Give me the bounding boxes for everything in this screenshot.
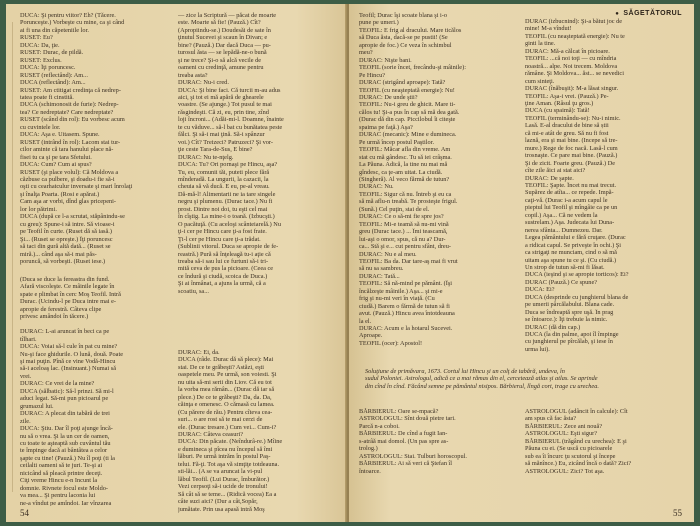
text-line: DUCA (schimonosit de furie): Nedrep-	[20, 101, 119, 109]
text-line: apropie de ferestră. Câteva clipe	[20, 305, 102, 313]
text-line: ceilalti oameni să te juri. Te-şi ai	[20, 462, 103, 470]
text-line: TEOFIL (cu neaşteptată energie): Nu te	[525, 32, 625, 40]
running-header: ● SĂGETĂTORUL	[615, 10, 682, 17]
text-line: ai fi una din căpeteniile lor.	[20, 26, 89, 34]
text-line: mure.) Rege de foc nacă. Lasă-l cum	[525, 144, 618, 152]
text-line: rămâne. Şi Moldova... ăst... se nevedici	[525, 70, 624, 78]
text-line: Dă-mă-l! Alimentarii ne ia tare singele	[178, 190, 276, 198]
text-line: ciudă.) Barem o fărmă de tutun să fi	[359, 302, 450, 310]
text-line: laznă, era şi mai bine. (Incepe să tre-	[525, 137, 618, 145]
text-line: cu junghierul pe pîrcălab, şi iese în	[525, 338, 613, 346]
text-line: voi.) Cît? Treizeci? Patruzeci? Şi vor-	[178, 138, 274, 146]
text-line: RUSET (intrând în rol): Lacom stai tur-	[20, 138, 121, 146]
text-line: ele. (Durac tresare.) Cum vei... Cum-i?	[178, 423, 277, 431]
text-line: vrei.	[20, 372, 32, 380]
text-line: Pe urmă încep postul Paştilor.	[359, 138, 435, 146]
text-line: TEOFIL (ocer): Apostol!	[359, 339, 423, 347]
text-line: RUSET (scând din rol): Eu vorbesc acum	[20, 116, 125, 124]
text-line: la el.	[359, 317, 372, 325]
text-line: DURAC: Ei, da.	[178, 349, 220, 356]
text-line: sustrelam.) Aşa. Judecata lui Duna-	[525, 219, 615, 227]
text-line: voastre. (Se ajunge.) Tot pusul te mai	[178, 101, 272, 109]
text-line: spate e plimbat în cerc Moş Teofil. Intră	[20, 290, 121, 298]
text-line: pieptul lui Teofil şi mîngâie ca pe un	[525, 204, 618, 212]
text-line: aduci legat. Să-mi pun picioarul pe	[20, 395, 109, 403]
left-page	[6, 4, 347, 522]
text-line: cîte zile ăici ai stat aici?	[525, 167, 586, 175]
text-line: DUCA: Ştiu. Dar îl poţi ajunge încă-	[20, 425, 113, 433]
text-line: domnie. Rivnete focul este Moldo-	[20, 484, 108, 492]
text-line: prost. Dintre noi doi, tu eşti cel mai	[178, 205, 268, 213]
text-line: DURAC: A plecat din tabără de trei	[20, 410, 110, 418]
text-line: (Singheră). Al veco fărmă de tutun?	[359, 175, 450, 183]
text-line: să-i aceloaş lac. (Insinuant.) Numai să	[20, 365, 116, 373]
text-line: (Sublinii vitorul. Duca se apropie de fe-	[178, 243, 279, 251]
text-line: — zice la Scriptură — păcat de moarte	[178, 12, 277, 19]
text-line: se întoarce.): Îţi trebuie la nimic.	[525, 316, 608, 324]
text-line: Porunceşte.) Vorbeşte cu mine, ca şi când	[20, 19, 125, 27]
text-line: Lasă. E-al dracului de bine să știi	[525, 122, 609, 130]
text-line: uitam aşa spune tu ce şi. (Cu ciudă.)	[525, 256, 617, 264]
text-line: pe Teofil în curte. (Ruset dă să iasă.)	[20, 228, 112, 236]
text-line: şi înalţa Poarta. (Rosi e apărat.)	[20, 190, 100, 198]
text-line: Duca se îndreaptă spre uşă. În prag	[525, 308, 614, 316]
text-line: ASTROLOGUL (adâncit în calcule): Cît	[525, 408, 628, 415]
text-line: spaima pe faţă.) Aşa?	[359, 123, 413, 131]
text-line: lăburi. Pe urmă intrăm în postul Paş-	[178, 453, 271, 461]
text-line: (Duca se duce la fereastra din fund.	[20, 276, 110, 283]
text-line: căinţa e omenesc. O cămasă cu lamea.	[178, 401, 275, 409]
text-line: Tu, eu, comunii tăi, puteti plece fără	[178, 168, 270, 176]
text-line: DUCA: Îţi poruncesc.	[20, 64, 76, 72]
text-line: ASTROLOGUL: Stai. Tulburi horoscopul.	[359, 452, 467, 460]
text-line: să taci din gură altă dată... (Ruset se	[20, 243, 111, 251]
text-line: BĂRBIERUL: Zece ani nouă?	[525, 422, 603, 430]
text-line: TEOFIL: ...că noi toţi — cu mîndria	[525, 55, 617, 63]
stage-directions	[365, 368, 683, 394]
text-line: ASTROLOGUL: Sînt două pietre tari.	[359, 415, 456, 423]
text-line: Cam aşa ar vorbi, dînd glas pricepeni-	[20, 198, 116, 206]
text-line: urma lui).	[525, 345, 550, 353]
text-line: TEOFIL: Nu-i greu de ghicit. Mare ti-	[359, 101, 456, 109]
text-line: (Durac dă din cap. Piccilobul îi citeşte	[359, 116, 456, 124]
text-line: Şi... (Ruset se opreşte.) Îţi poruncesc	[20, 235, 113, 243]
text-line: nu uita să-mi serii din Liov. Că eu tot	[178, 378, 272, 386]
text-line: lăbul Teofil. (Lui Durac, îmburător.)	[178, 475, 270, 483]
text-line: ca strigaţi ne munciam, cind o să mă	[525, 249, 617, 257]
text-line: DURAC (înăbuşit): M-a lăsat singur.	[525, 85, 619, 93]
text-line: a ridicat capul. Se priveşte în ochi.) Şi	[525, 241, 621, 249]
text-line: BĂRBIERUL: De cînd a fugit Ian-	[359, 430, 448, 438]
text-line: DUCA: Ei?	[525, 286, 555, 294]
text-line: ţie ceste Tara-de-Sus, E bine?	[178, 146, 253, 154]
text-line: TEOFIL (sorie încet, frecându-şi mâinile):	[359, 64, 466, 72]
text-line: sub ea îi încurc ţu scutorul şi începe	[525, 452, 616, 460]
text-line: DURAC: Acum e la hotarul Sucevei.	[359, 325, 453, 333]
text-line: am spus că fac ăsta?	[525, 415, 577, 423]
text-line: TEOFIL (cu neaşteptată energie): Nu!	[359, 86, 455, 94]
text-line: să mănînce.) Eu, zicând încă o dată? Zici?	[525, 460, 632, 468]
text-line: Nu-şi face ghidurile. O lună, două. Poate	[20, 350, 123, 358]
text-line: DURAC: De şapte.	[525, 174, 574, 182]
text-line: gîndesc, ca ţe-am uitat. La ciudă.	[359, 168, 443, 176]
text-line: încălzeşte mâinile.) Aşa... şi mi-e	[359, 287, 443, 295]
text-line: sti-lăi... (A se va aruncat la vi-pul	[178, 468, 263, 476]
text-line: pune pe umeri.)	[359, 19, 399, 27]
text-line: cum sinteţi.	[525, 77, 555, 85]
text-line: oşti cu cearhatculur inversate şi mari înrolaţi	[20, 183, 133, 191]
text-line: DUCA (râde. Durac dă să plece): Mai	[178, 356, 274, 364]
text-line: DUCA (desprinde cu junghierul blana de	[525, 293, 629, 301]
left-column-1	[20, 12, 170, 274]
text-line: negru şi plumenu. (Durac tace.) Nu fi	[178, 198, 273, 206]
text-line: ASTROLOGUL: Eşti sigur?	[525, 430, 598, 438]
text-line: DUCA: Da, ţie.	[20, 41, 60, 49]
text-line: Şi de zicit. Foarte greu. (Pauză.) De	[525, 159, 616, 167]
text-line: DURAC: Tată...	[359, 272, 400, 280]
text-line: Pe Hincu?	[359, 71, 386, 79]
text-line: Ţi-l cer pe Hincu care ţi-a trădat.	[178, 235, 261, 243]
text-line: şi ne trece? Şi-o să alcă vecile de	[178, 56, 262, 64]
text-line: mînderadă. La ungurii, la cazacii, la	[178, 175, 269, 183]
text-line: (Apropiindu-se.) Doudesăi de sate în	[178, 26, 271, 34]
text-line: meu?	[359, 49, 373, 57]
book-spread	[6, 4, 694, 522]
text-line: DUCA: Voiai să-l cule în pat cu mine?	[20, 343, 118, 351]
text-line: DUCA (reflectând): Am...	[20, 79, 86, 87]
left-column-2	[178, 12, 342, 297]
text-line: lui-aşi o omor, spus, că nu a? Dur-	[359, 235, 446, 243]
text-line: ca... Stă şi e... cut pentru sfânt, dreu-	[359, 243, 451, 251]
text-line: TEOFIL: Să nă-mind pe pământ. (Îşi	[359, 280, 453, 288]
dialogue-column-1	[359, 408, 519, 508]
page-number-right: 55	[673, 508, 682, 518]
text-line: RUSET: Am ctitigat credinţa că nedrep-	[20, 86, 121, 94]
text-line: treaba asta?	[178, 71, 208, 79]
text-line: TEOFIL: Aşa-i vrei. (Pauză.) Pe-	[525, 92, 609, 100]
text-line: DUCA (cu spaimă): Tată!	[525, 107, 590, 115]
text-line: călos tu! Şi-a pus în cap să mă dea gată.	[359, 108, 460, 116]
left-column-2-continued	[178, 349, 342, 514]
text-line: BĂRBIERUL: Oare se-mpacă?	[359, 408, 439, 415]
text-line: cilor aminte că tara hanului place nă-	[20, 146, 114, 154]
text-line: cheuia să vă ducă. E eu, pe-al vreau.	[178, 183, 270, 191]
text-line: avut. (Pauză.) Hincu avea întotdeauna	[359, 310, 455, 318]
text-line: DURAC: Ce vrei de la mine?	[20, 380, 95, 388]
text-line: aici, şi tot ei mă apără de ghearele	[178, 93, 264, 101]
text-line: nu să o vrea. Şi la un cer de oamen,	[20, 432, 110, 440]
text-line: La Păuna. Adică, la tine nu mai mă	[359, 161, 448, 169]
text-line: DUCA: Aşa e. Uitasem. Spune.	[20, 131, 100, 139]
text-line: Un strop de tutun să-mi fi lăsat.	[525, 263, 605, 271]
text-line: loji încroni... (Adăi-mi-l. Doamne, înainte	[178, 116, 284, 124]
text-line: nicicând să pleacă printre deceţi.	[20, 469, 103, 477]
right-column-1	[359, 12, 523, 352]
text-line: Să cât să se teme... (Ridică vocea) Ea a	[178, 490, 277, 498]
text-line: TEOFIL: Ba da. Dar tare-aş mai fi vrut	[359, 257, 458, 265]
dialogue-column-2	[525, 408, 685, 508]
page-number-left: 54	[20, 508, 29, 518]
text-line: RUSET: Eu?	[20, 34, 53, 42]
text-line: RUSET: Exclus.	[20, 56, 62, 64]
text-line: stat cu mă gândesc. Tu să iei crâşma.	[359, 153, 452, 161]
text-line: DURAC: Nu-i cred.	[178, 79, 229, 87]
text-line: copil.) Aşa... Că ne vedem la	[525, 211, 598, 219]
text-line: tîlhari.	[20, 335, 37, 343]
text-line: ginti la tine.	[525, 40, 556, 48]
text-line: întoarce.	[359, 467, 381, 475]
text-line: oaspetele meu. Pe urmă, son voiesti. Şi	[178, 371, 277, 379]
text-line: fălci. Şi să-i mai ţină. Să-i spânzur	[178, 131, 265, 139]
text-line: jumătate. Prin usa apasă intră Moş	[178, 505, 265, 513]
text-line: Durac. (Ucindu-l pe Duca intre mai e-	[20, 298, 116, 306]
text-line: să nu sa sambreu.	[359, 265, 404, 273]
text-line: cu toate te aşteaptă sub cuvântul tău	[20, 439, 111, 447]
text-line: Supărez de atîta... ce repede. Impă-	[525, 189, 614, 197]
text-line: va mea... Şi pentru laconia lui	[20, 492, 96, 500]
text-line: este. Moarte să fie! (Pauză.) Cît?	[178, 19, 261, 27]
text-line: Afară viscoleşte. Ce mâinile legate în	[20, 283, 115, 291]
text-line: TEOFIL: Şapte. Încet nu mai trecut.	[525, 181, 617, 189]
text-line: trolog.)	[359, 445, 378, 453]
text-line: poruncă, să vorbeşti. (Ruset iese.)	[20, 257, 106, 265]
text-line: DURAC (Pauză.) Ce spune?	[525, 278, 598, 286]
text-line: Şi ai înmânat, a ajuns la urmă, că a	[178, 280, 266, 288]
text-line: ţine Aman. (Râsul ţu gros.)	[525, 99, 594, 107]
text-line: DUCA: Tu? Ori pornaşi pe Hincu, aşa?	[178, 161, 278, 169]
text-line: caţi-vă. (Durac i-a acum capul le	[525, 196, 608, 204]
text-line: DUCA: Şi bine faci. Că turcii m-au adus	[178, 86, 281, 94]
text-line: TEOFIL: Sigur că nu. Întreb şi eu ca	[359, 190, 452, 198]
text-line: O pacătuţă. (Cu aceloşi scânteiarelă.) Nu	[178, 220, 281, 228]
text-line: cu greu): Spune-i să intre. Să vioase-i	[20, 220, 115, 228]
text-line: tea? Ce nedreptate? Care nedreptate?	[20, 108, 114, 116]
text-line: ASTROLOGUL: Zici? Tot aşa.	[525, 467, 605, 475]
text-line: miră.)... când aşa să-i mai păs-	[20, 250, 97, 258]
text-line	[20, 321, 175, 328]
text-line: câte suzi aici? (Dur a cât,Sopăr,	[178, 498, 258, 506]
text-line: frig şi nu-mi veri în viață. (Cu	[359, 295, 435, 303]
text-line: DURAC (izbucnind): Şi-a bătut joc de	[525, 18, 623, 25]
text-line: ne-a vîndut pe amîndoi. Iar vînzarea	[20, 499, 112, 506]
text-line: scoatiu, sa...	[178, 287, 209, 295]
text-line: bine? (Pauză.) Dar dacă Duca — pu-	[178, 41, 271, 49]
text-line: Păuna cu ei. (Se uscă cu picioarele	[525, 445, 613, 453]
text-line: TEOFIL: E frig al dracului. Mare ticălos	[359, 26, 462, 34]
left-column-1-continued	[20, 276, 175, 506]
text-line: mine! M-a vîndut!	[525, 25, 572, 33]
text-line: să Duca ăsta, dacă-se pe pustii! (Se	[359, 34, 448, 42]
text-line: fisei tu ca şi pe tara Sfetului.	[20, 153, 92, 161]
text-line: şapte cu tine! (Pauză.) Nu îl poţi (ti la	[20, 454, 115, 462]
right-column-2	[525, 18, 685, 368]
text-line: plece.) De ce te grăbeşti? Da, da. Da,	[178, 393, 272, 401]
text-line: DURAC: Ce o să-mi fie spre jos?	[359, 213, 444, 221]
right-page	[349, 4, 694, 522]
text-line: reastră.) Pură să înţeleagă tu-i aţie că	[178, 250, 271, 258]
text-line: greu (Durac tace.) ... Îmi teascamă,	[359, 228, 448, 236]
text-line: BĂRBIERUL (trăgând cu urechea): E şi	[525, 437, 627, 445]
text-line: RUSET (reflectând): Am...	[20, 71, 88, 79]
text-line: ţinutul Sucevei şi scaun în Divan; e	[178, 34, 268, 42]
text-line: privesc amândoi în tăcere.)	[20, 313, 89, 321]
text-line: mită ceva de pus la picioare. (Ceea ce	[178, 265, 274, 273]
text-line: DURAC: Nu e al meu.	[359, 250, 417, 258]
text-line: TEOFIL (terminându-se): Nu-i nimic.	[525, 114, 621, 122]
text-line: DURAC: Nu te-nţelg.	[178, 153, 234, 161]
text-line: zile.	[20, 417, 31, 425]
text-line: Ciţi vreme Hincu e-n Incunt la	[20, 477, 98, 485]
text-line: să mă aflu-n treabă. Te prosteşte frigul.	[359, 198, 458, 206]
text-line: e dumineca şi pîcea nu începul să îmi	[178, 445, 273, 453]
text-line: BĂRBIERUL: Ai să veri că Ştefan îl	[359, 460, 453, 468]
text-line: DUCA: Şi pentru viitor? Eh? (Tăcere.	[20, 12, 116, 19]
text-line: ţi-i cer pe Hincu care ţi-a fost frate.	[178, 228, 267, 236]
text-line: DUCA: Cum? Cum ai spus?	[20, 161, 92, 169]
text-line: (Sună.) Cel puţin, stai de el.	[359, 205, 430, 213]
text-line: DURAC: L-ai aruncat în beci ca pe	[20, 328, 110, 336]
text-line: Aproape.	[359, 332, 383, 340]
text-line: te împinge dacă ai bântâtea a celor	[20, 447, 108, 455]
text-line: Teofil; Durac îşi scoate blana şi i-o	[359, 12, 448, 19]
text-line: Legea pământului e fără cruţare. (Durac	[525, 234, 626, 242]
text-line: cu cuvintele lor.	[20, 123, 61, 131]
text-line: DUCA (îa din palme, apoi îl împinge	[525, 331, 619, 339]
text-line: te cu văduve... să-l bat cu bunătatea peste	[178, 123, 283, 131]
text-line: căzbuse ca pulbere, şi doadu-i fie să-i	[20, 175, 115, 183]
text-line: la vorba mea rămân... (Durac dă iar să	[178, 386, 275, 394]
text-line: DURAC: De unde ştii?	[359, 93, 418, 101]
text-line: DUCA (sălbatic): Să-l prinzi. Să mi-l	[20, 387, 114, 395]
text-line: s-atrâă mai domol. (Un pas spre as-	[359, 437, 449, 445]
text-line: DURAC: Mă-a călcat în picioare.	[525, 47, 610, 55]
text-line: lor lor pătrimi.	[20, 205, 57, 213]
text-line: apropie de foc.) Ce veza în schimbul	[359, 41, 452, 49]
text-line: DUCA (după ce l-a scrutat, stăpânindu-se	[20, 213, 125, 221]
text-line: DURAC: Câteva ceasuri?	[178, 430, 244, 438]
text-line: tatea poate fi cinstită.	[20, 93, 74, 101]
text-line: răsgindeşti. Că zi, eu, prin tine, zînd	[178, 108, 269, 116]
text-line: treaba să-i sau lui ce furtuni să-i tri-	[178, 257, 269, 265]
text-line: RUSET (şi place volul): Că Moldova a	[20, 168, 119, 176]
text-line: Vezi cerpsoţi să-i ucide de tronului!	[178, 483, 268, 491]
text-line: DURAC (mecanic): Mine e dumineca.	[359, 131, 457, 139]
page-edge	[12, 22, 13, 492]
text-line: telui. Fă-ţi. Tot aşa vă simţiţe totdeauna.	[178, 460, 280, 468]
text-line: ce îndură şi ciudă, scoica de Duca.)	[178, 272, 268, 280]
text-line: (Cu părere de rău.) Pentru cîteva cea-	[178, 408, 273, 416]
text-line: turosul ăsta — se lepădă-ne-o bună	[178, 49, 267, 57]
text-line: TEOFIL: Mi-e teamă să nu-mi vină	[359, 220, 449, 228]
text-line: sudul Poloniei. Astrologul, adică ce a mai rămas din el, cercetează atlas şi atlas. Se aprinde	[365, 375, 598, 383]
text-line: DURAC: Nişte bani.	[359, 56, 412, 64]
text-line: oameni cu credinţă, amune pentru	[178, 64, 264, 72]
text-line: pe umerii pârcălabului. Blana cade.	[525, 301, 615, 309]
text-line: Soluţiune de primăvara, 1673. Cortul lui Hincu şi un colţ de tabără, undeva, în	[365, 368, 565, 375]
text-line: stai. De ce te grăbeşti? Astăzi, eşti	[178, 363, 265, 371]
text-line: suri... o are rost să te mai cerzi de	[178, 416, 263, 424]
text-line: grumazul lui.	[20, 402, 54, 410]
text-line: că mi-e atât de greu. Să nu fi fost	[525, 129, 609, 137]
text-line: şi mai puţin. Pînă ce vine Vodă-Hincu	[20, 357, 116, 365]
text-line: în cîştig. La mine-i o toană. (Izbucşti.)	[178, 213, 275, 221]
text-line: din cînd în cînd. Făcând semne pe pământul nisipos. Bărbierul, lîngă cort, trage cu urechea.	[365, 382, 599, 390]
text-line: Parcă n-a coboi.	[359, 422, 400, 430]
text-line: DURAC (strigând aproape): Tată?	[359, 79, 446, 87]
text-line: noastră... alpe. Noi trecem. Moldova	[525, 62, 618, 70]
text-line: DUCA: Din păcate. (Neîndurâ-re.) Mîine	[178, 438, 283, 446]
text-line: DURAC: Nu.	[359, 183, 394, 191]
text-line: RUSET: Durac, de pildă.	[20, 49, 84, 57]
text-line: trosnaşte. Ce pare mai bine. (Pauză.)	[525, 152, 618, 160]
text-line: TEOFIL: Măcar afla din vreme. Am	[359, 146, 451, 154]
text-line: DUCA (ieşind şi se apropie torticos): Ei?	[525, 271, 629, 279]
text-line: nerea sfânta... Dumnezeu. Dar.	[525, 226, 603, 234]
text-line: DURAC (dă din cap.)	[525, 323, 581, 331]
